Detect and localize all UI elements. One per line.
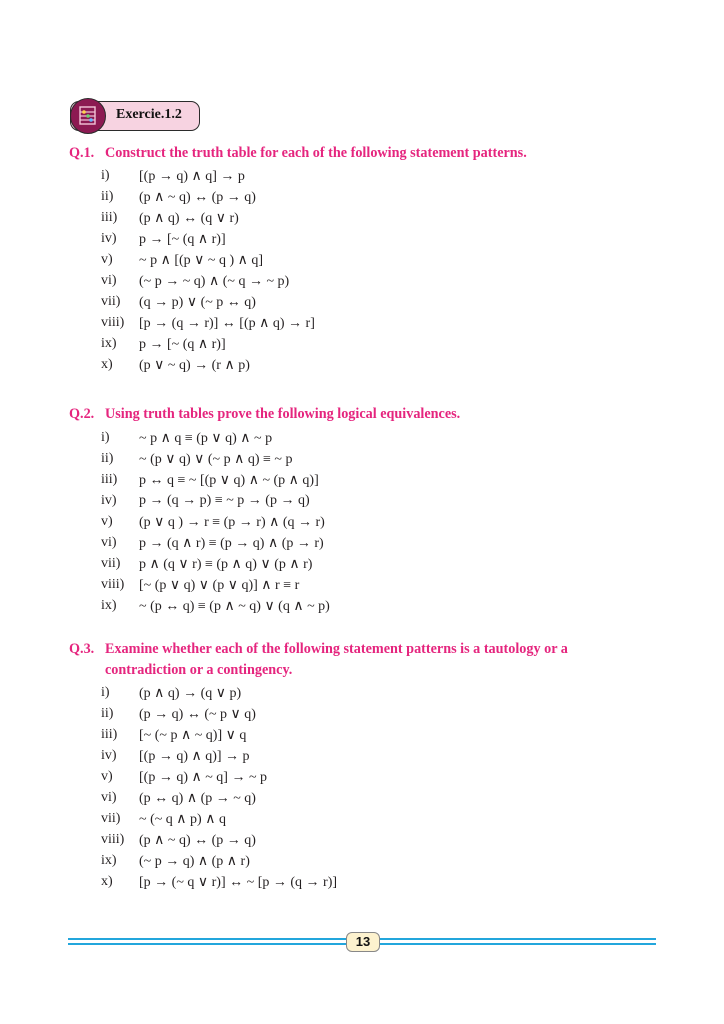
page-number: 13 bbox=[346, 932, 380, 952]
q3-text-line2: contradiction or a contingency. bbox=[105, 662, 293, 678]
item-number: v) bbox=[101, 514, 113, 529]
item-expression: (p ∨ q ) → r ≡ (p → r) ∧ (q → r) bbox=[139, 515, 325, 530]
item-number: i) bbox=[101, 168, 110, 183]
q1-heading bbox=[69, 145, 527, 162]
item-number: ix) bbox=[101, 853, 117, 868]
item-number: viii) bbox=[101, 832, 125, 847]
q3-heading bbox=[69, 641, 568, 658]
item-number: iii) bbox=[101, 727, 118, 742]
item-expression: (p ∧ q) ↔ (q ∨ r) bbox=[139, 211, 239, 226]
item-expression: [(p → q) ∧ q] → p bbox=[139, 169, 245, 184]
exercise-title: Exercie.1.2 bbox=[116, 107, 182, 122]
q2-number: Q.2. bbox=[69, 406, 95, 422]
q1-number: Q.1. bbox=[69, 145, 95, 161]
item-expression: p → [~ (q ∧ r)] bbox=[139, 232, 226, 247]
item-expression: [p → (q → r)] ↔ [(p ∧ q) → r] bbox=[139, 316, 315, 331]
item-expression: [p → (~ q ∨ r)] ↔ ~ [p → (q → r)] bbox=[139, 875, 338, 890]
item-expression: (p ∧ q) → (q ∨ p) bbox=[139, 686, 242, 701]
item-number: vi) bbox=[101, 535, 117, 550]
item-number: ix) bbox=[101, 598, 117, 613]
item-number: vii) bbox=[101, 556, 121, 571]
item-number: vii) bbox=[101, 294, 121, 309]
item-expression: p → (q ∧ r) ≡ (p → q) ∧ (p → r) bbox=[139, 536, 324, 551]
item-number: ii) bbox=[101, 189, 114, 204]
item-expression: [~ (p ∨ q) ∨ (p ∨ q)] ∧ r ≡ r bbox=[139, 578, 300, 593]
q2-text: Using truth tables prove the following logical equivalences. bbox=[105, 406, 461, 422]
item-expression: (~ p → q) ∧ (p ∧ r) bbox=[139, 854, 250, 869]
item-number: iv) bbox=[101, 748, 117, 763]
item-expression: [~ (~ p ∧ ~ q)] ∨ q bbox=[139, 728, 247, 743]
item-number: iii) bbox=[101, 472, 118, 487]
item-number: v) bbox=[101, 252, 113, 267]
item-number: i) bbox=[101, 685, 110, 700]
item-expression: (~ p → ~ q) ∧ (~ q → ~ p) bbox=[139, 274, 290, 289]
item-number: ii) bbox=[101, 706, 114, 721]
q3-text-line1: Examine whether each of the following statement patterns is a tautology or a bbox=[105, 641, 568, 657]
item-expression: ~ (~ q ∧ p) ∧ q bbox=[139, 812, 226, 827]
item-expression: p ∧ (q ∨ r) ≡ (p ∧ q) ∨ (p ∧ r) bbox=[139, 557, 313, 572]
item-expression: (p ∧ ~ q) ↔ (p → q) bbox=[139, 833, 256, 848]
item-expression: ~ (p ∨ q) ∨ (~ p ∧ q) ≡ ~ p bbox=[139, 452, 293, 467]
item-number: ii) bbox=[101, 451, 114, 466]
q2-heading bbox=[69, 406, 460, 423]
item-number: viii) bbox=[101, 315, 125, 330]
item-expression: ~ (p ↔ q) ≡ (p ∧ ~ q) ∨ (q ∧ ~ p) bbox=[139, 599, 330, 614]
item-number: ix) bbox=[101, 336, 117, 351]
item-expression: p ↔ q ≡ ~ [(p ∨ q) ∧ ~ (p ∧ q)] bbox=[139, 473, 319, 488]
item-number: x) bbox=[101, 874, 113, 889]
item-number: x) bbox=[101, 357, 113, 372]
item-expression: (p ∨ ~ q) → (r ∧ p) bbox=[139, 358, 250, 373]
item-number: v) bbox=[101, 769, 113, 784]
item-number: iv) bbox=[101, 231, 117, 246]
item-number: i) bbox=[101, 430, 110, 445]
item-expression: ~ p ∧ q ≡ (p ∨ q) ∧ ~ p bbox=[139, 431, 273, 446]
q1-text: Construct the truth table for each of the following statement patterns. bbox=[105, 145, 527, 161]
item-expression: (p → q) ↔ (~ p ∨ q) bbox=[139, 707, 256, 722]
item-expression: (q → p) ∨ (~ p ↔ q) bbox=[139, 295, 256, 310]
item-number: vii) bbox=[101, 811, 121, 826]
item-number: vi) bbox=[101, 273, 117, 288]
item-expression: (p ∧ ~ q) ↔ (p → q) bbox=[139, 190, 256, 205]
abacus-icon bbox=[70, 98, 106, 134]
item-expression: p → [~ (q ∧ r)] bbox=[139, 337, 226, 352]
item-number: iv) bbox=[101, 493, 117, 508]
item-expression: p → (q → p) ≡ ~ p → (p → q) bbox=[139, 493, 310, 508]
item-expression: [(p → q) ∧ q)] → p bbox=[139, 749, 250, 764]
q3-number: Q.3. bbox=[69, 641, 95, 657]
item-expression: ~ p ∧ [(p ∨ ~ q ) ∧ q] bbox=[139, 253, 264, 268]
item-number: vi) bbox=[101, 790, 117, 805]
item-number: iii) bbox=[101, 210, 118, 225]
item-expression: [(p → q) ∧ ~ q] → ~ p bbox=[139, 770, 268, 785]
item-number: viii) bbox=[101, 577, 125, 592]
item-expression: (p ↔ q) ∧ (p → ~ q) bbox=[139, 791, 256, 806]
